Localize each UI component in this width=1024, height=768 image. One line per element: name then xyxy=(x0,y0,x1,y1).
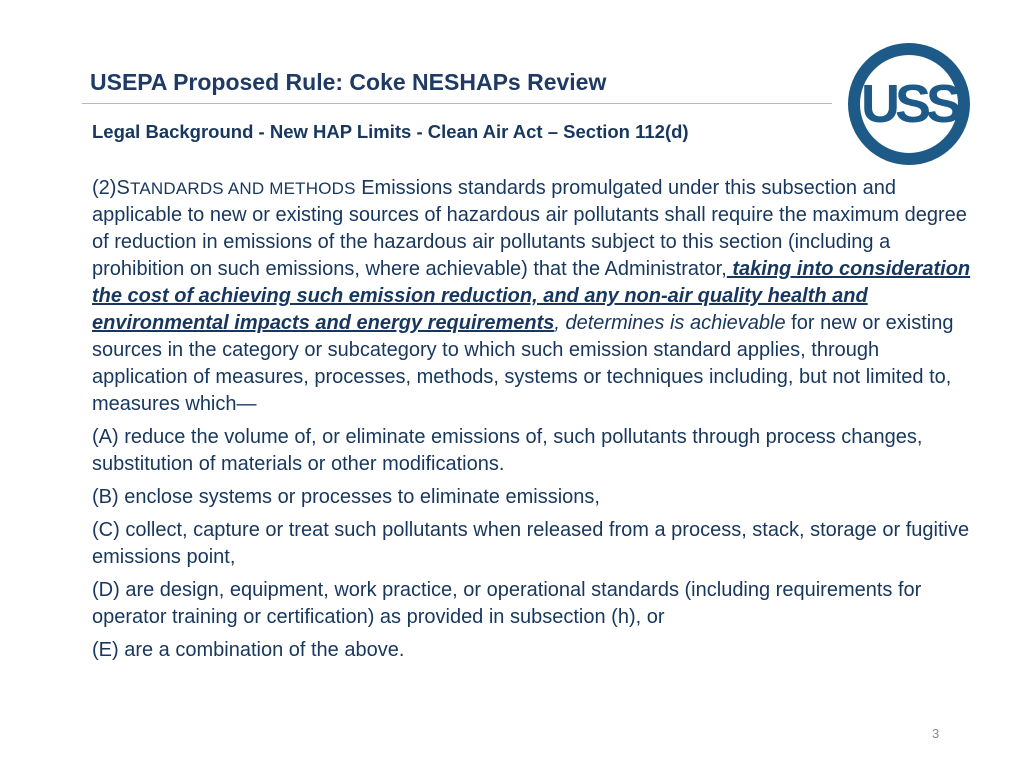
section-subtitle: Legal Background - New HAP Limits - Clean Air Act – Section 112(d) xyxy=(92,121,689,142)
intro-tail: for new or existing sources in the category or subcategory to which such emission standard applies, through application of measures, processes, methods, systems or techniques including, but not limited to, measures which— xyxy=(92,312,954,415)
italic-text: , determines is achievable xyxy=(554,312,786,334)
intro-paragraph xyxy=(92,175,972,418)
list-item-a: (A) reduce the volume of, or eliminate emissions of, such pollutants through process changes, substitution of materials or other modifications. xyxy=(92,426,923,475)
intro-prefix: (2) xyxy=(92,177,117,199)
heading-rest: TANDARDS AND METHODS xyxy=(130,179,356,198)
logo-text: USS xyxy=(860,74,958,134)
list-item-b: (B) enclose systems or processes to eliminate emissions, xyxy=(92,486,600,508)
emphasis-text: taking into consideration the cost of achieving such emission reduction, and any non-air quality health and environmental impacts and energy requirements xyxy=(92,258,971,334)
heading-initial: S xyxy=(116,177,130,199)
title-divider xyxy=(82,103,832,104)
list-item-d: (D) are design, equipment, work practice, or operational standards (including requirements for operator training or certification) as provided in subsection (h), or xyxy=(92,579,922,628)
list-item-e: (E) are a combination of the above. xyxy=(92,639,405,661)
slide-title: USEPA Proposed Rule: Coke NESHAPs Review xyxy=(90,69,607,95)
list-item-c: (C) collect, capture or treat such pollutants when released from a process, stack, storage or fugitive emissions point, xyxy=(92,519,970,568)
page-number: 3 xyxy=(932,726,940,741)
intro-text: Emissions standards promulgated under this subsection and applicable to new or existing sources of hazardous air pollutants shall require the maximum degree of reduction in emissions of the hazardous air pollutants subject to this section (including a prohibition on such emissions, where achievable) that the Administrator, xyxy=(92,177,967,280)
uss-logo xyxy=(847,42,971,166)
statute-text xyxy=(92,175,972,670)
